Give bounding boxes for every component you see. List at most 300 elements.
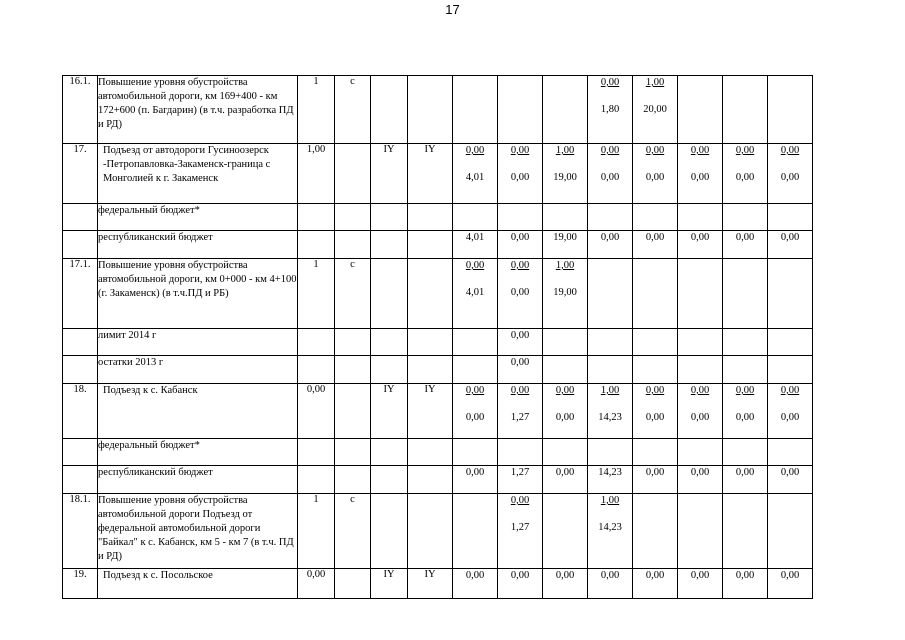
value-cell — [588, 356, 633, 384]
category-cell: IY — [408, 144, 453, 204]
value-cell — [678, 259, 723, 329]
value-top — [498, 76, 542, 90]
value-top — [633, 259, 677, 273]
value-cell — [768, 76, 813, 144]
value-cell — [723, 204, 768, 231]
value-top: 1,27 — [510, 467, 530, 478]
value-cell — [588, 76, 633, 144]
value-top: 0,00 — [780, 232, 800, 243]
value-cell — [723, 144, 768, 204]
category-cell: IY — [371, 384, 408, 439]
value-cell — [633, 569, 678, 599]
value-top: 0,00 — [510, 145, 530, 156]
value-cell — [633, 439, 678, 466]
value-cell — [723, 466, 768, 494]
value-cell — [633, 76, 678, 144]
value-cell — [678, 384, 723, 439]
capacity-cell: 1 — [298, 494, 335, 569]
value-top: 0,00 — [465, 467, 485, 478]
value-top: 0,00 — [735, 232, 755, 243]
value-bottom: 0,00 — [735, 412, 755, 423]
value-top: 1,00 — [600, 495, 620, 506]
value-top — [723, 494, 767, 508]
value-top: 0,00 — [690, 232, 710, 243]
table-row — [63, 231, 813, 259]
value-cell — [723, 259, 768, 329]
value-cell — [768, 439, 813, 466]
unit-cell — [335, 144, 371, 204]
category-cell — [408, 356, 453, 384]
value-cell — [498, 569, 543, 599]
value-top: 0,00 — [645, 385, 665, 396]
value-top: 1,00 — [555, 260, 575, 271]
value-top — [768, 439, 812, 453]
value-top — [768, 494, 812, 508]
program-table — [62, 75, 813, 599]
value-bottom: 0,00 — [690, 172, 710, 183]
value-bottom: 19,00 — [553, 287, 577, 298]
value-cell — [768, 259, 813, 329]
table-row — [63, 144, 813, 204]
value-cell — [453, 144, 498, 204]
value-top: 0,00 — [465, 145, 485, 156]
value-bottom: 0,00 — [735, 172, 755, 183]
value-top — [453, 204, 497, 218]
value-top: 1,00 — [555, 145, 575, 156]
value-cell — [543, 494, 588, 569]
category-cell — [408, 204, 453, 231]
value-top — [723, 76, 767, 90]
row-number-cell — [63, 466, 98, 494]
category-cell — [408, 494, 453, 569]
object-name-cell: Повышение уровня обустройства автомобильной дороги, км 0+000 - км 4+100 (г. Закаменск) (в т.ч.ПД и РБ) — [98, 259, 298, 329]
value-top: 0,00 — [780, 145, 800, 156]
category-cell — [371, 259, 408, 329]
row-number-cell — [63, 204, 98, 231]
value-top: 0,00 — [645, 145, 665, 156]
unit-cell — [335, 384, 371, 439]
value-cell — [768, 384, 813, 439]
category-cell — [371, 466, 408, 494]
value-top — [588, 204, 632, 218]
value-top: 0,00 — [690, 570, 710, 581]
page-number: 17 — [445, 2, 460, 17]
value-top: 0,00 — [465, 260, 485, 271]
value-top: 1,00 — [600, 385, 620, 396]
table-row — [63, 569, 813, 599]
table-row — [63, 466, 813, 494]
category-cell — [371, 76, 408, 144]
table-body — [63, 76, 813, 599]
value-top — [768, 356, 812, 370]
value-cell — [498, 259, 543, 329]
value-cell — [678, 231, 723, 259]
value-bottom: 0,00 — [645, 172, 665, 183]
value-cell — [723, 494, 768, 569]
value-top: 0,00 — [600, 570, 620, 581]
value-top — [498, 439, 542, 453]
value-cell — [678, 494, 723, 569]
value-top — [588, 439, 632, 453]
capacity-cell: 0,00 — [298, 384, 335, 439]
value-top — [633, 494, 677, 508]
value-cell — [633, 384, 678, 439]
capacity-cell — [298, 204, 335, 231]
value-bottom: 0,00 — [555, 412, 575, 423]
value-top — [723, 204, 767, 218]
category-cell: IY — [408, 384, 453, 439]
object-name-cell: Подъезд от автодороги Гусиноозерск -Петропавловка-Закаменск-граница с Монголией к г. Закаменск — [98, 144, 298, 204]
category-cell — [371, 329, 408, 356]
value-top: 19,00 — [553, 232, 577, 243]
value-cell — [498, 231, 543, 259]
value-cell — [543, 384, 588, 439]
value-cell — [768, 329, 813, 356]
row-number-cell: 19. — [63, 569, 98, 599]
value-bottom: 0,00 — [780, 412, 800, 423]
value-cell — [498, 329, 543, 356]
value-bottom: 0,00 — [510, 172, 530, 183]
value-cell — [588, 204, 633, 231]
value-top — [588, 259, 632, 273]
value-top — [678, 439, 722, 453]
value-cell — [543, 439, 588, 466]
value-cell — [723, 356, 768, 384]
value-cell — [498, 466, 543, 494]
value-bottom: 0,00 — [600, 172, 620, 183]
value-top: 0,00 — [555, 467, 575, 478]
value-top: 0,00 — [645, 232, 665, 243]
category-cell: IY — [371, 144, 408, 204]
value-cell — [498, 494, 543, 569]
category-cell: IY — [371, 569, 408, 599]
table-row — [63, 204, 813, 231]
value-bottom: 0,00 — [510, 287, 530, 298]
value-top — [678, 259, 722, 273]
value-top — [453, 439, 497, 453]
row-number-cell: 16.1. — [63, 76, 98, 144]
value-cell — [543, 231, 588, 259]
object-name-cell: Подъезд к с. Посольское — [98, 569, 298, 599]
value-top — [768, 204, 812, 218]
value-top: 0,00 — [780, 385, 800, 396]
value-cell — [768, 569, 813, 599]
value-top: 0,00 — [510, 232, 530, 243]
value-top — [768, 329, 812, 343]
capacity-cell: 1,00 — [298, 144, 335, 204]
object-name-cell: республиканский бюджет — [98, 466, 298, 494]
value-top — [723, 329, 767, 343]
value-bottom: 1,80 — [600, 104, 620, 115]
table-row — [63, 76, 813, 144]
row-number-cell: 18. — [63, 384, 98, 439]
object-name-cell: республиканский бюджет — [98, 231, 298, 259]
value-cell — [453, 439, 498, 466]
unit-cell — [335, 329, 371, 356]
value-bottom: 14,23 — [598, 522, 622, 533]
value-cell — [768, 144, 813, 204]
value-top — [723, 439, 767, 453]
value-bottom: 20,00 — [643, 104, 667, 115]
category-cell — [371, 494, 408, 569]
value-top: 0,00 — [510, 570, 530, 581]
value-top: 0,00 — [735, 570, 755, 581]
unit-cell — [335, 569, 371, 599]
value-bottom: 0,00 — [780, 172, 800, 183]
value-top — [633, 439, 677, 453]
value-cell — [498, 144, 543, 204]
value-cell — [768, 356, 813, 384]
value-top — [723, 356, 767, 370]
value-cell — [453, 204, 498, 231]
value-top: 14,23 — [598, 467, 622, 478]
value-cell — [723, 76, 768, 144]
capacity-cell: 0,00 — [298, 569, 335, 599]
value-cell — [678, 439, 723, 466]
value-top — [543, 439, 587, 453]
category-cell — [408, 76, 453, 144]
value-top — [453, 76, 497, 90]
value-cell — [453, 356, 498, 384]
value-cell — [453, 231, 498, 259]
value-cell — [678, 466, 723, 494]
value-top: 0,00 — [645, 467, 665, 478]
value-top: 0,00 — [645, 570, 665, 581]
value-cell — [768, 204, 813, 231]
object-name-cell: Повышение уровня обустройства автомобильной дороги, км 169+400 - км 172+600 (п. Багдарин) (в т.ч. разработка ПД и РД) — [98, 76, 298, 144]
value-cell — [633, 204, 678, 231]
unit-cell — [335, 466, 371, 494]
value-top: 0,00 — [510, 357, 530, 368]
value-cell — [633, 356, 678, 384]
value-top — [768, 76, 812, 90]
table-row — [63, 439, 813, 466]
unit-cell — [335, 231, 371, 259]
value-cell — [723, 329, 768, 356]
object-name-cell: федеральный бюджет* — [98, 439, 298, 466]
row-number-cell: 18.1. — [63, 494, 98, 569]
category-cell — [408, 439, 453, 466]
row-number-cell: 17. — [63, 144, 98, 204]
value-cell — [633, 259, 678, 329]
value-top: 4,01 — [465, 232, 485, 243]
value-cell — [498, 439, 543, 466]
value-bottom: 0,00 — [690, 412, 710, 423]
value-cell — [453, 329, 498, 356]
value-top: 0,00 — [510, 330, 530, 341]
value-top: 0,00 — [735, 467, 755, 478]
value-cell — [723, 439, 768, 466]
value-cell — [543, 466, 588, 494]
value-cell — [633, 144, 678, 204]
value-top — [588, 329, 632, 343]
value-cell — [588, 466, 633, 494]
value-top — [633, 356, 677, 370]
value-top — [498, 204, 542, 218]
value-cell — [723, 569, 768, 599]
value-top: 0,00 — [780, 570, 800, 581]
category-cell: IY — [408, 569, 453, 599]
value-cell — [498, 204, 543, 231]
value-cell — [678, 329, 723, 356]
value-top: 0,00 — [690, 145, 710, 156]
value-top — [678, 329, 722, 343]
unit-cell: с — [335, 76, 371, 144]
value-cell — [543, 569, 588, 599]
object-name-cell: Подъезд к с. Кабанск — [98, 384, 298, 439]
value-top: 0,00 — [690, 385, 710, 396]
value-cell — [723, 231, 768, 259]
value-top: 0,00 — [465, 570, 485, 581]
value-bottom: 0,00 — [465, 412, 485, 423]
value-cell — [543, 329, 588, 356]
value-cell — [453, 384, 498, 439]
category-cell — [371, 204, 408, 231]
value-bottom: 14,23 — [598, 412, 622, 423]
category-cell — [408, 466, 453, 494]
object-name-cell: лимит 2014 г — [98, 329, 298, 356]
table-row — [63, 356, 813, 384]
value-cell — [588, 439, 633, 466]
value-top — [543, 494, 587, 508]
category-cell — [371, 231, 408, 259]
value-bottom: 1,27 — [510, 412, 530, 423]
value-cell — [498, 356, 543, 384]
value-top — [453, 356, 497, 370]
value-top: 0,00 — [465, 385, 485, 396]
value-top: 0,00 — [735, 385, 755, 396]
value-cell — [678, 76, 723, 144]
value-top — [543, 356, 587, 370]
value-cell — [768, 466, 813, 494]
category-cell — [408, 329, 453, 356]
value-top — [543, 329, 587, 343]
value-cell — [543, 76, 588, 144]
value-cell — [543, 259, 588, 329]
table-row — [63, 329, 813, 356]
value-top — [678, 76, 722, 90]
capacity-cell: 1 — [298, 76, 335, 144]
value-cell — [453, 494, 498, 569]
value-cell — [543, 204, 588, 231]
value-cell — [588, 144, 633, 204]
capacity-cell — [298, 329, 335, 356]
value-top: 0,00 — [510, 495, 530, 506]
value-cell — [588, 494, 633, 569]
value-top: 0,00 — [555, 385, 575, 396]
value-top — [768, 259, 812, 273]
value-top: 0,00 — [735, 145, 755, 156]
row-number-cell: 17.1. — [63, 259, 98, 329]
row-number-cell — [63, 356, 98, 384]
value-top — [633, 329, 677, 343]
unit-cell — [335, 439, 371, 466]
row-number-cell — [63, 439, 98, 466]
table-row — [63, 494, 813, 569]
value-top — [678, 204, 722, 218]
value-cell — [588, 259, 633, 329]
value-bottom: 1,27 — [510, 522, 530, 533]
value-cell — [543, 356, 588, 384]
value-top: 0,00 — [555, 570, 575, 581]
value-cell — [768, 494, 813, 569]
capacity-cell: 1 — [298, 259, 335, 329]
object-name-cell: остатки 2013 г — [98, 356, 298, 384]
value-top: 0,00 — [510, 260, 530, 271]
unit-cell: с — [335, 494, 371, 569]
category-cell — [371, 439, 408, 466]
value-top: 0,00 — [690, 467, 710, 478]
value-cell — [543, 144, 588, 204]
value-top — [723, 259, 767, 273]
value-top — [678, 356, 722, 370]
table-row — [63, 384, 813, 439]
value-top — [633, 204, 677, 218]
value-cell — [453, 76, 498, 144]
value-bottom: 4,01 — [465, 287, 485, 298]
category-cell — [408, 259, 453, 329]
value-cell — [633, 494, 678, 569]
value-bottom: 4,01 — [465, 172, 485, 183]
object-name-cell: федеральный бюджет* — [98, 204, 298, 231]
value-top: 0,00 — [600, 145, 620, 156]
value-cell — [498, 384, 543, 439]
value-top: 0,00 — [510, 385, 530, 396]
value-cell — [678, 356, 723, 384]
category-cell — [408, 231, 453, 259]
value-cell — [633, 466, 678, 494]
value-cell — [453, 259, 498, 329]
value-cell — [588, 569, 633, 599]
value-top: 0,00 — [780, 467, 800, 478]
table-row — [63, 259, 813, 329]
value-top — [678, 494, 722, 508]
value-top — [543, 76, 587, 90]
value-cell — [768, 231, 813, 259]
value-top — [543, 204, 587, 218]
capacity-cell — [298, 439, 335, 466]
value-top: 0,00 — [600, 232, 620, 243]
capacity-cell — [298, 356, 335, 384]
value-cell — [453, 466, 498, 494]
value-cell — [678, 569, 723, 599]
value-cell — [588, 384, 633, 439]
value-cell — [453, 569, 498, 599]
value-top — [453, 329, 497, 343]
value-cell — [588, 329, 633, 356]
capacity-cell — [298, 466, 335, 494]
value-cell — [633, 329, 678, 356]
value-cell — [678, 144, 723, 204]
value-cell — [498, 76, 543, 144]
unit-cell — [335, 204, 371, 231]
row-number-cell — [63, 329, 98, 356]
value-top — [453, 494, 497, 508]
value-bottom: 19,00 — [553, 172, 577, 183]
unit-cell — [335, 356, 371, 384]
value-top — [588, 356, 632, 370]
row-number-cell — [63, 231, 98, 259]
value-cell — [678, 204, 723, 231]
value-cell — [723, 384, 768, 439]
capacity-cell — [298, 231, 335, 259]
object-name-cell: Повышение уровня обустройства автомобильной дороги Подъезд от федеральной автомобильной дороги "Байкал" к с. Кабанск, км 5 - км 7 (в т.ч. ПД и РД) — [98, 494, 298, 569]
unit-cell: с — [335, 259, 371, 329]
value-cell — [588, 231, 633, 259]
category-cell — [371, 356, 408, 384]
value-cell — [633, 231, 678, 259]
value-top: 1,00 — [645, 77, 665, 88]
